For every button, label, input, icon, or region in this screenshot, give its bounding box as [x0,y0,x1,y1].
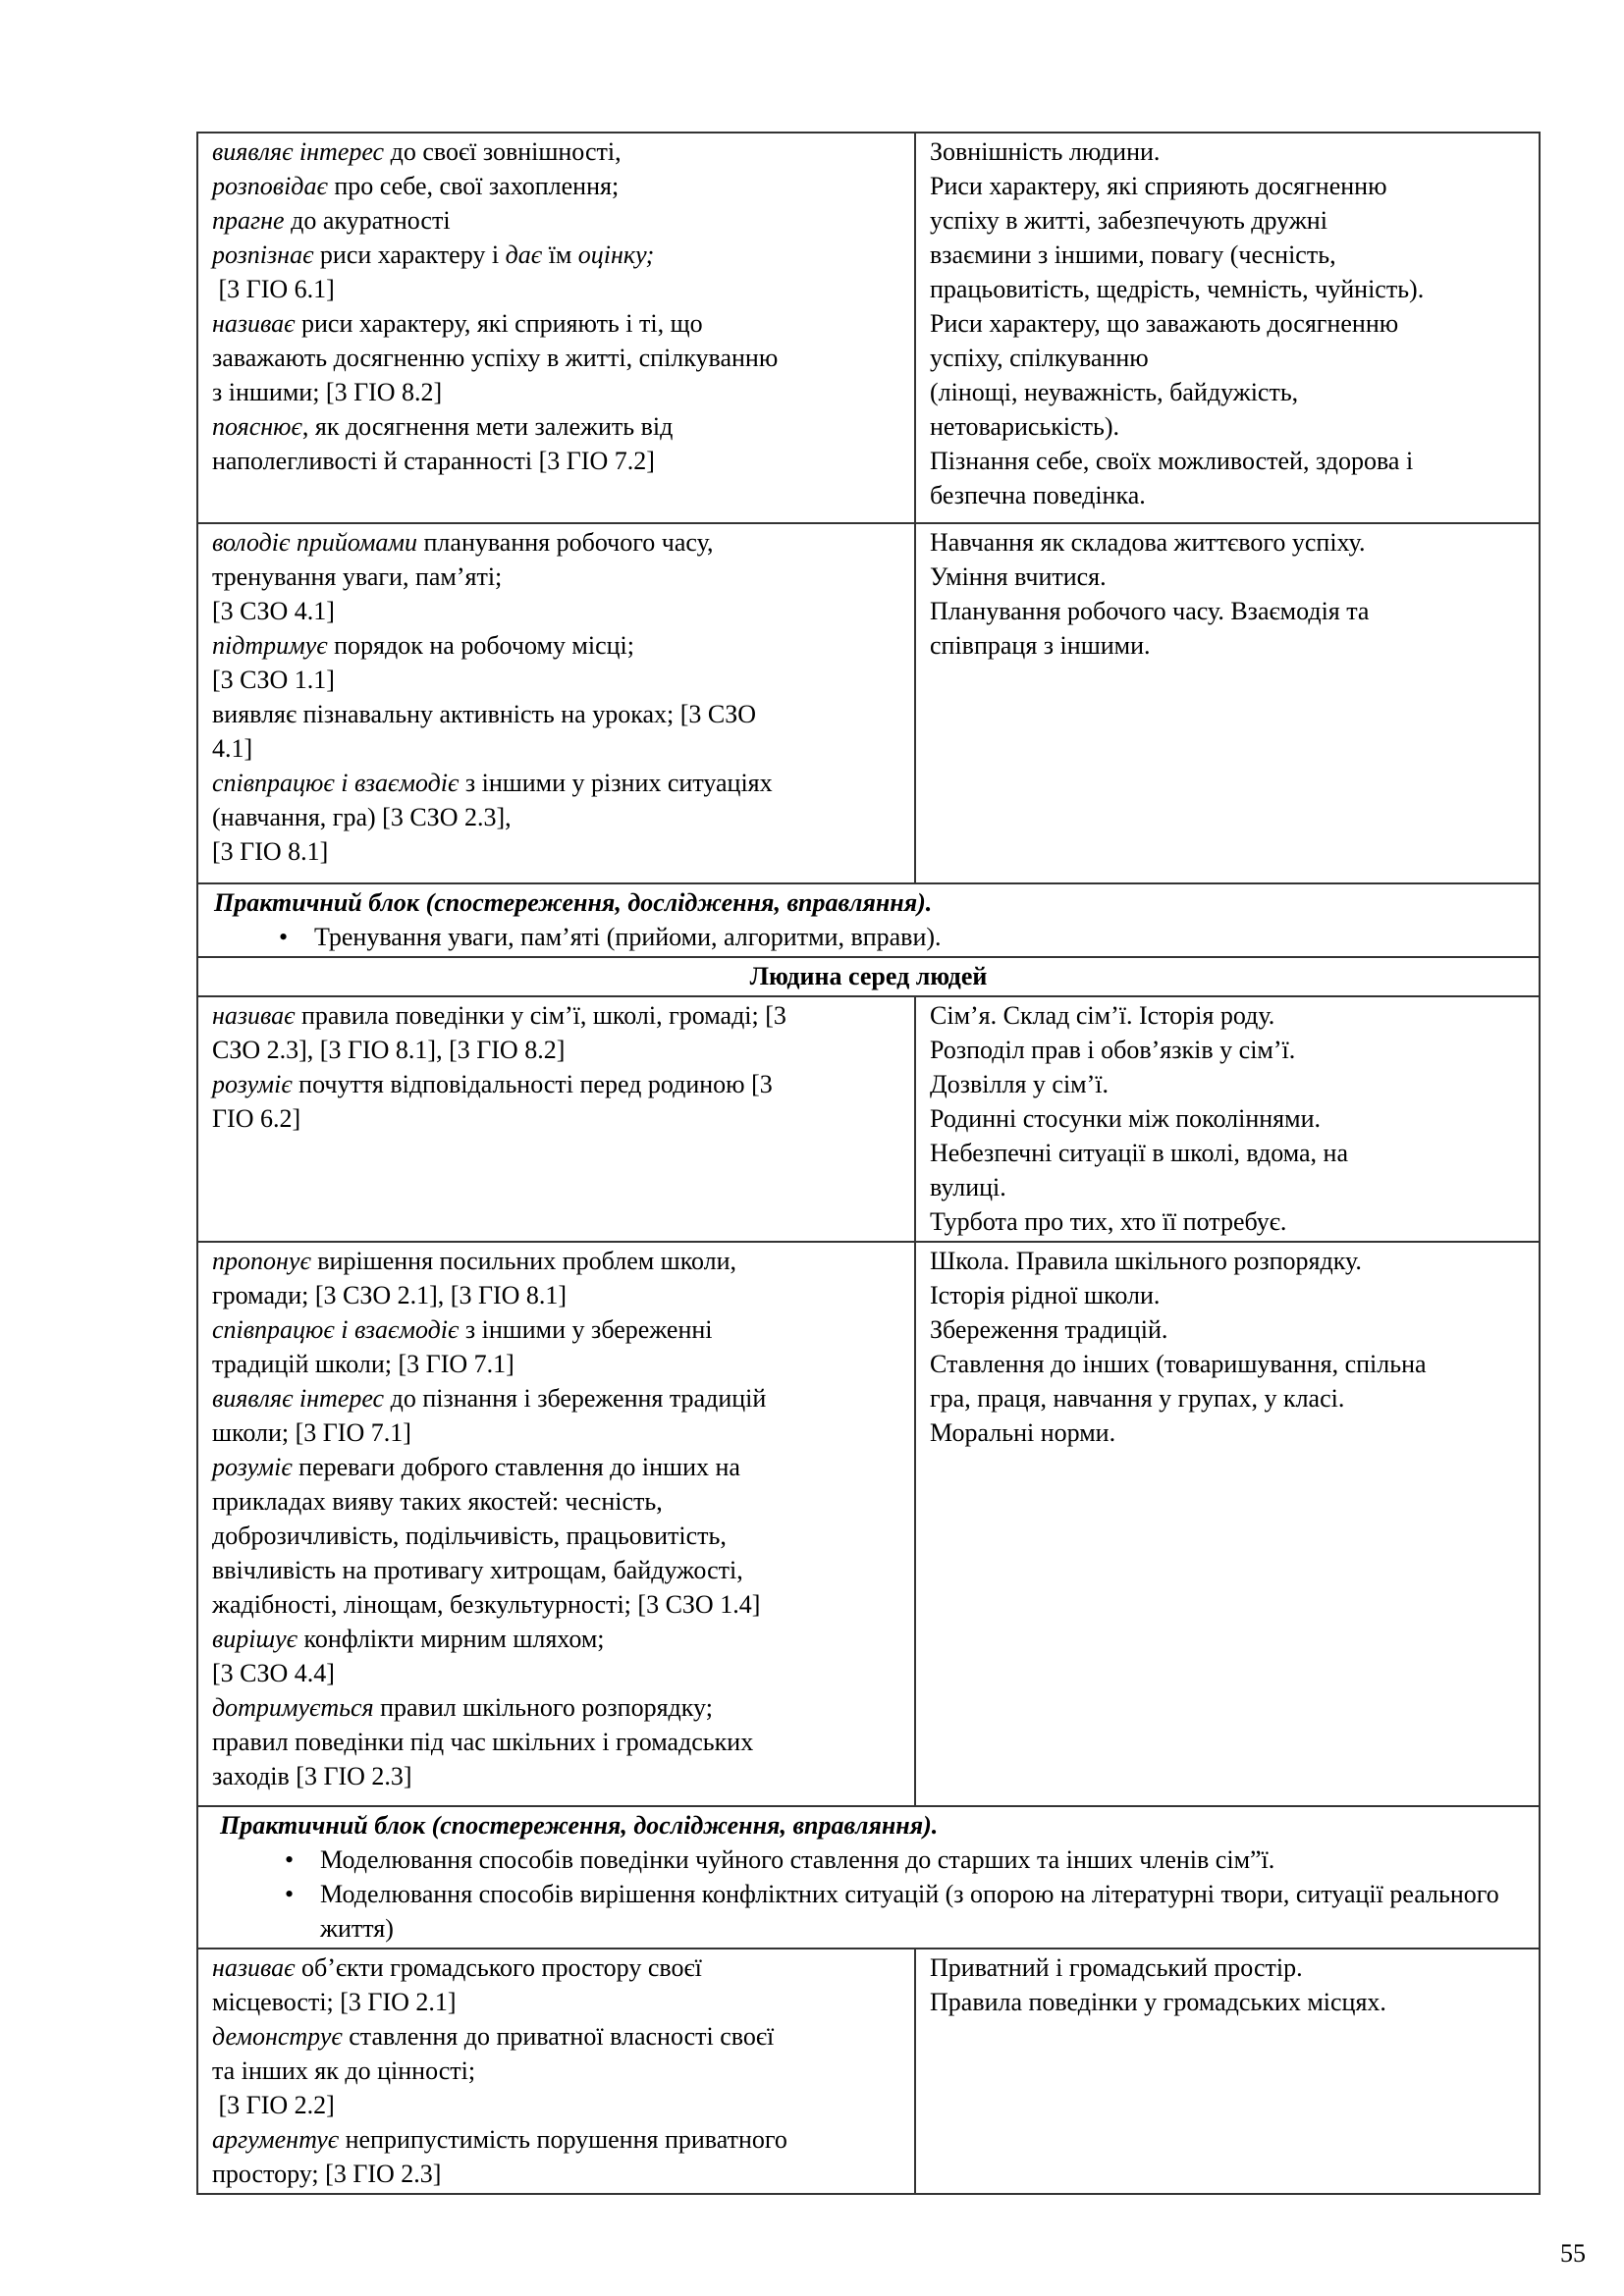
text-line [212,525,900,560]
table-row [197,1242,1540,1806]
text-line: Зовнішність людини. [930,137,1161,166]
text-line [212,731,900,766]
text-run: (навчання, гра) [3 СЗО 2.3], [212,803,512,831]
text-run: з іншими; [3 ГІО 8.2] [212,378,443,406]
text-run: до акуратності [284,206,451,235]
action-verb: володіє прийомами [212,528,418,557]
text-run: виявляє пізнавальну активність на уроках; [3 СЗО [212,700,757,728]
text-line: Навчання як складова життєвого успіху. [930,528,1366,557]
text-line [212,1519,900,1553]
action-verb: підтримує [212,631,328,660]
text-run: конфлікти мирним шляхом; [298,1625,605,1653]
text-line [212,238,900,272]
text-line [212,834,900,869]
action-verb: розпізнає [212,240,314,269]
text-line [212,2088,900,2122]
text-line [212,1450,900,1484]
action-verb: називає [212,1953,296,1982]
learning-outcomes-cell [197,1949,915,2194]
action-verb: пояснює [212,412,302,441]
content-cell [915,1949,1540,2194]
text-line [212,2054,900,2088]
action-verb: розуміє [212,1070,293,1098]
text-line [212,134,900,169]
text-line [212,1484,900,1519]
text-line [212,2019,900,2054]
text-line: вулиці. [930,1173,1006,1201]
text-line: взаємини з іншими, повагу (чесність, [930,240,1336,269]
action-verb: співпрацює і взаємодіє [212,1315,460,1344]
bullet-item: • Тренування уваги, пам’яті (прийоми, алгоритми, вправи). [279,920,1525,954]
action-verb: розуміє [212,1453,293,1481]
text-run: тренування уваги, пам’яті; [212,562,503,591]
text-line: співпраця з іншими. [930,631,1151,660]
learning-outcomes-cell [197,1242,915,1806]
text-run: заходів [3 ГІО 2.3] [212,1762,412,1790]
text-line: Риси характеру, які сприяють досягненню [930,172,1387,200]
text-line [212,594,900,628]
text-run: [3 ГІО 6.1] [212,275,335,303]
text-line [212,998,900,1033]
text-line: Родинні стосунки між поколіннями. [930,1104,1321,1133]
text-line [212,1690,900,1725]
text-run: правила поведінки у сім’ї, школі, громаді; [3 [295,1001,786,1030]
practical-block-row [197,1806,1540,1949]
action-verb: демонструє [212,2022,343,2051]
text-line [212,341,900,375]
action-verb: вирішує [212,1625,298,1653]
text-run: 4.1] [212,734,253,763]
text-run: [3 ГІО 8.1] [212,837,329,866]
text-run: порядок на робочому місці; [327,631,634,660]
text-line [212,2122,900,2157]
text-run: з іншими у збереженні [459,1315,713,1344]
text-run: ввічливість на противагу хитрощам, байдужості, [212,1556,743,1584]
learning-outcomes-cell [197,523,915,883]
learning-outcomes-cell [197,133,915,523]
text-line: Сім’я. Склад сім’ї. Історія роду. [930,1001,1275,1030]
text-run: жадібності, лінощам, безкультурності; [3 СЗО 1.4] [212,1590,761,1619]
text-line: Ставлення до інших (товаришування, спільна [930,1350,1427,1378]
bullet-item: • Моделювання способів вирішення конфліктних ситуацій (з опорою на літературні твори, ситуації реального життя) [285,1877,1525,1946]
text-run: неприпустимість порушення приватного [339,2125,787,2154]
text-run: громади; [3 СЗО 2.1], [3 ГІО 8.1] [212,1281,568,1309]
content-cell [915,996,1540,1242]
action-verb: розповідає [212,172,328,200]
text-run: риси характеру і [313,240,506,269]
text-line [212,375,900,409]
text-line: Історія рідної школи. [930,1281,1161,1309]
text-run: СЗО 2.3], [3 ГІО 8.1], [3 ГІО 8.2] [212,1036,566,1064]
curriculum-table [196,132,1541,2195]
text-run: їм [542,240,578,269]
page-number: 55 [1560,2239,1586,2268]
practical-block-title: Практичний блок (спостереження, дослідження, вправляння). [220,1811,939,1840]
text-line: успіху, спілкуванню [930,344,1149,372]
text-line [212,800,900,834]
table-row [197,1949,1540,2194]
text-run: планування робочого часу, [417,528,714,557]
text-line: Пізнання себе, своїх можливостей, здорова і [930,447,1414,475]
text-run: наполегливості й старанності [3 ГІО 7.2] [212,447,655,475]
text-line: Збереження традицій. [930,1315,1168,1344]
text-run: місцевості; [3 ГІО 2.1] [212,1988,457,2016]
text-run: простору; [3 ГІО 2.3] [212,2160,442,2188]
text-run: правил шкільного розпорядку; [373,1693,713,1722]
text-line: Школа. Правила шкільного розпорядку. [930,1247,1362,1275]
text-line: Планування робочого часу. Взаємодія та [930,597,1370,625]
text-line [212,1067,900,1101]
text-line: Риси характеру, що заважають досягненню [930,309,1399,338]
text-line: нетовариськість). [930,412,1120,441]
action-verb: називає [212,309,296,338]
learning-outcomes-cell [197,996,915,1242]
text-run: риси характеру, які сприяють і ті, що [295,309,703,338]
table-row [197,523,1540,883]
text-line: гра, праця, навчання у групах, у класі. [930,1384,1345,1413]
text-run: з іншими у різних ситуаціях [459,769,773,797]
content-cell [915,523,1540,883]
section-title: Людина серед людей [197,957,1540,996]
practical-block-list [210,920,1525,954]
content-cell [915,133,1540,523]
text-line [212,697,900,731]
text-line [212,560,900,594]
text-line [212,1415,900,1450]
text-line [212,663,900,697]
action-verb: виявляє інтерес [212,1384,385,1413]
text-line [212,409,900,444]
action-verb: дає [505,240,543,269]
action-verb: називає [212,1001,296,1030]
text-line: успіху в житті, забезпечують дружні [930,206,1327,235]
text-line [212,1101,900,1136]
text-run: традицій школи; [3 ГІО 7.1] [212,1350,514,1378]
action-verb: співпрацює і взаємодіє [212,769,460,797]
action-verb: дотримується [212,1693,374,1722]
text-line [212,1033,900,1067]
text-run: прикладах вияву таких якостей: чесність, [212,1487,663,1516]
text-line [212,1725,900,1759]
text-run: школи; [3 ГІО 7.1] [212,1418,411,1447]
text-line [212,169,900,203]
table-row [197,133,1540,523]
text-line [212,1312,900,1347]
action-verb: пропонує [212,1247,311,1275]
text-line: Дозвілля у сім’ї. [930,1070,1110,1098]
text-line: Приватний і громадський простір. [930,1953,1303,1982]
text-run: [3 СЗО 4.4] [212,1659,335,1687]
practical-block-cell [197,883,1540,957]
text-run: та інших як до цінності; [212,2056,476,2085]
text-line [212,306,900,341]
text-line: Правила поведінки у громадських місцях. [930,1988,1386,2016]
text-line [212,1244,900,1278]
text-run: заважають досягненню успіху в житті, спілкуванню [212,344,779,372]
action-verb: виявляє інтерес [212,137,385,166]
text-line [212,1950,900,1985]
text-run: ставлення до приватної власності своєї [342,2022,775,2051]
text-line [212,1553,900,1587]
text-run: вирішення посильних проблем школи, [310,1247,737,1275]
text-line [212,272,900,306]
action-verb: оцінку; [577,240,655,269]
text-line [212,1587,900,1622]
action-verb: аргументує [212,2125,340,2154]
text-line: Моральні норми. [930,1418,1116,1447]
text-line [212,1622,900,1656]
text-line: безпечна поведінка. [930,481,1146,509]
text-run: правил поведінки під час шкільних і громадських [212,1728,754,1756]
content-cell [915,1242,1540,1806]
text-run: до своєї зовнішності, [384,137,622,166]
text-run: до пізнання і збереження традицій [384,1384,767,1413]
practical-block-list [216,1842,1525,1946]
text-line: Небезпечні ситуації в школі, вдома, на [930,1139,1348,1167]
practical-block-cell [197,1806,1540,1949]
text-run: ГІО 6.2] [212,1104,301,1133]
text-run: про себе, свої захоплення; [327,172,620,200]
text-run: [3 ГІО 2.2] [212,2091,335,2119]
section-header-row [197,957,1540,996]
text-run: почуття відповідальності перед родиною [3 [292,1070,773,1098]
text-line [212,766,900,800]
text-run: [3 СЗО 4.1] [212,597,335,625]
practical-block-row [197,883,1540,957]
text-line: працьовитість, щедрість, чемність, чуйність). [930,275,1425,303]
text-line [212,1381,900,1415]
text-line [212,1985,900,2019]
text-run: , як досягнення мети залежить від [301,412,674,441]
text-run: об’єкти громадського простору своєї [295,1953,702,1982]
text-line: (лінощі, неуважність, байдужість, [930,378,1299,406]
text-run: переваги доброго ставлення до інших на [292,1453,740,1481]
text-run: доброзичливість, подільчивість, працьовитість, [212,1522,727,1550]
text-line [212,2157,900,2191]
text-line [212,628,900,663]
text-line [212,1278,900,1312]
table-row [197,996,1540,1242]
text-line: Турбота про тих, хто її потребує. [930,1207,1287,1236]
text-line [212,1759,900,1793]
text-line [212,1656,900,1690]
practical-block-title: Практичний блок (спостереження, дослідження, вправляння). [214,888,933,917]
text-line [212,1347,900,1381]
text-line [212,444,900,478]
text-line: Уміння вчитися. [930,562,1107,591]
text-line: Розподіл прав і обов’язків у сім’ї. [930,1036,1296,1064]
text-run: [3 СЗО 1.1] [212,666,335,694]
action-verb: прагне [212,206,285,235]
text-line [212,203,900,238]
bullet-item: • Моделювання способів поведінки чуйного ставлення до старших та інших членів сім”ї. [285,1842,1525,1877]
